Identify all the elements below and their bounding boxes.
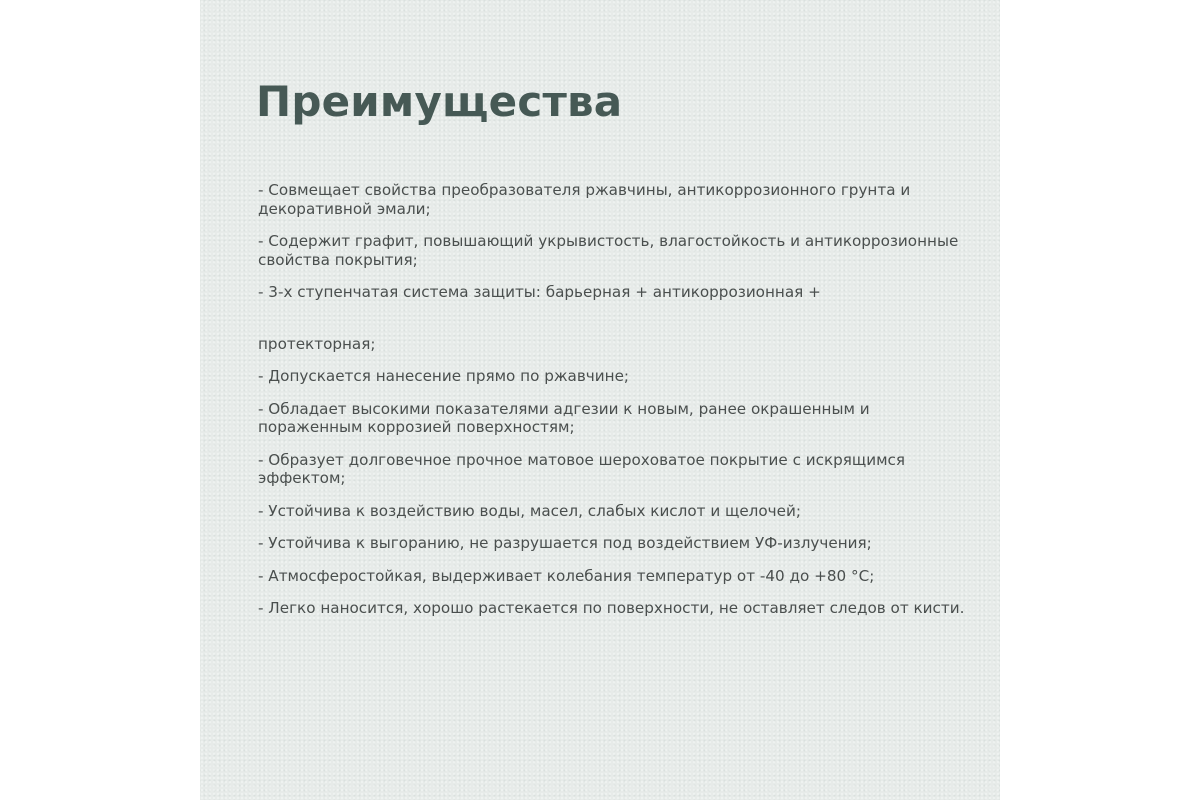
list-item: - Обладает высокими показателями адгезии к новым, ранее окрашенным и пораженным коррозией поверхностям; — [258, 399, 870, 436]
list-item: - Образует долговечное прочное матовое шероховатое покрытие с искрящимся эффектом; — [258, 450, 906, 487]
advantages-list — [258, 181, 970, 632]
list-item: - Устойчива к выгоранию, не разрушается под воздействием УФ-излучения; — [258, 534, 872, 552]
list-item: - Допускается нанесение прямо по ржавчине; — [258, 367, 630, 385]
list-item: - Устойчива к воздействию воды, масел, слабых кислот и щелочей; — [258, 501, 801, 520]
list-item: - Содержит графит, повышающий укрывистость, влагостойкость и антикоррозионные свойства покрытия; — [258, 232, 959, 269]
list-item: - Совмещает свойства преобразователя ржавчины, антикоррозионного грунта и декоративной эмали; — [258, 181, 911, 218]
list-item: - Атмосферостойкая, выдерживает колебания температур от -40 до +80 °С; — [258, 566, 875, 585]
list-item: - 3-х ступенчатая система защиты: барьерная + антикоррозионная + — [258, 283, 821, 301]
page-title: Преимущества — [256, 77, 623, 126]
list-item: - Легко наносится, хорошо растекается по поверхности, не оставляет следов от кисти. — [258, 599, 965, 617]
list-item: протекторная; — [258, 334, 376, 353]
advantages-card — [200, 0, 1000, 800]
